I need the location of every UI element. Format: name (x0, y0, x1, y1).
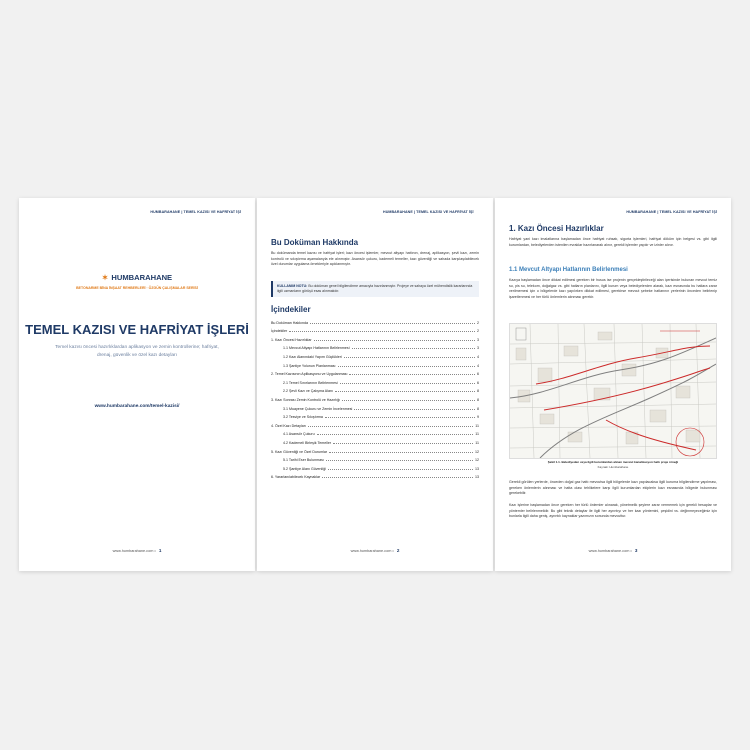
toc-entry-page: 11 (475, 432, 479, 437)
toc-entry[interactable] (271, 359, 479, 368)
section-heading: 1. Kazı Öncesi Hazırlıklar (509, 224, 604, 233)
toc-leader-dots (310, 323, 475, 324)
toc-leader-dots (333, 443, 473, 444)
about-toc-page (257, 198, 493, 571)
toc-leader-dots (352, 348, 475, 349)
toc-entry[interactable] (271, 454, 479, 463)
paragraph-two: Gerekli görülen yerlerde, önceden doğal gaz hattı mevcutsa ilgili bölgelerde kazı yapılacaksa ilgili kuruma bilgilendirme yapılması, gereken önlemlerin alınması ve hatta olası tehlikelere karşı ilgili kurumlardan ekiplerin kazı esnasında bölgede bulunması gerekebilir. (509, 480, 717, 496)
about-heading: Bu Doküman Hakkında (271, 238, 359, 247)
page-footer: www.humbarahane.com • 2 (350, 548, 400, 553)
toc-entry-page: 2 (477, 329, 479, 334)
toc-entry-page: 12 (475, 449, 479, 454)
subsection-paragraph: Kazıya başlamadan önce dikkat edilmesi gereken bir husus ise projenin gerçekleştirileceği alan içerisinde bulunan mevcut temiz su, pis su, telekom, doğalgaz vs. gibi hatların planlarını, ilgili kurum veya belediyelerden alarak, kazı esnasında bu hatlara zarar verilmemesi için o bölgelerde kazı yapılırken dikkat edilmesi, gerekirse mevcut şebeke hatlarının yerlerinin önceden belirlenip işaretlenmesi ve her türlü önlemlerin alınması gerekir. (509, 278, 717, 299)
toc-entry-page: 8 (477, 397, 479, 402)
toc-entry[interactable] (271, 333, 479, 342)
toc-leader-dots (308, 426, 473, 427)
tagline: BETONARME BİNA İNŞAAT REHBERLERİ · ÖZGÜN ÇALIŞMALAR SERİSİ (76, 286, 198, 290)
toc-entry-label: 2.1 Temel Sınırlarının Belirlenmesi (283, 380, 338, 385)
toc-entry[interactable] (271, 445, 479, 454)
toc-entry-label: 1.1 Mevcut Altyapı Hatlarının Belirlenmesi (283, 346, 350, 351)
toc-entry-page: 11 (475, 423, 479, 428)
toc-entry-page: 12 (475, 458, 479, 463)
toc-leader-dots (325, 417, 475, 418)
toc-entry-page: 3 (477, 346, 479, 351)
toc-entry-label: 1. Kazı Öncesi Hazırlıklar (271, 337, 312, 342)
toc-entry[interactable] (271, 462, 479, 471)
toc-leader-dots (349, 374, 475, 375)
footer-site: www.humbarahane.com (112, 549, 154, 553)
toc-leader-dots (289, 331, 475, 332)
footer-site: www.humbarahane.com (350, 549, 392, 553)
toc-leader-dots (354, 409, 475, 410)
document-title: TEMEL KAZISI VE HAFRİYAT İŞLERİ (25, 322, 249, 337)
toc-entry-page: 3 (477, 337, 479, 342)
toc-entry-label: 3. Kazı Sonrası Zemin Kontrolü ve Hazırlığı (271, 397, 341, 402)
about-text: Bu dokümanda temel kazısı ve hafriyat işleri; kazı öncesi işlemler, mevcut altyapı hattının, drenaj, aplikasyon, şevli kazı, zemin kontrolü ve sıkıştırma aşamalarıyla ele alınmıştır. Asansör çukuru, kademeli temeller, kazı güvenliği ve sahada karşılaşılabilecek özel durumlar uygulama örnekleriyle açıklanmıştır. (271, 251, 479, 267)
toc-leader-dots (338, 366, 475, 367)
brand-logo (19, 273, 255, 282)
toc-entry[interactable] (271, 368, 479, 377)
toc-heading: İçindekiler (271, 305, 311, 314)
toc-entry-page: 6 (477, 380, 479, 385)
toc-entry[interactable] (271, 402, 479, 411)
page-number: 2 (396, 548, 400, 553)
usage-note (271, 281, 479, 297)
toc-entry-label: 4.1 Asansör Çukuru (283, 432, 315, 437)
toc-entry[interactable] (271, 376, 479, 385)
toc-entry-page: 8 (477, 389, 479, 394)
toc-leader-dots (329, 452, 473, 453)
toc-entry-label: 3.1 Muayene Çukuru ve Zemin İncelenmesi (283, 406, 353, 411)
note-label: KULLANIM NOTU: (277, 284, 308, 288)
toc-entry-label: 2.2 Şevli Kazı ve Çalışma Alanı (283, 389, 333, 394)
toc-entry-page: 6 (477, 372, 479, 377)
caption-text: Şekil 1.1. Belediyeden veya ilgili kurumlardan alınan mevcut kanalizasyon hattı proje örneği (547, 460, 679, 464)
cover-page (19, 198, 255, 571)
toc-entry-page: 4 (477, 363, 479, 368)
map-drawing (510, 324, 716, 458)
toc-entry-page: 11 (475, 440, 479, 445)
section-one-page (495, 198, 731, 571)
toc-entry-label: 4. Özel Kazı Detayları (271, 423, 306, 428)
toc-leader-dots (314, 340, 475, 341)
page-number: 1 (158, 548, 162, 553)
toc-entry[interactable] (271, 411, 479, 420)
toc-leader-dots (340, 383, 475, 384)
toc-leader-dots (342, 400, 475, 401)
note-text: Bu doküman genel bilgilendirme amacıyla hazırlanmıştır. Projeye ve sahaya özel mühendislik kararlarında ilgili uzmanların görüşü esas alınmalıdır. (277, 284, 473, 294)
document-subtitle: Temel kazısı öncesi hazırlıklardan aplikasyon ve zemin kontrollerine; hafriyat, drenaj, güvenlik ve özel kazı detayları (55, 345, 219, 358)
paragraph-three: Kazı işlerine başlamadan önce gereken her türlü önlemler alınarak, yönetmelik şeylere zarar vermemek için gerekli hesaplar ve yöntemler belirlenmelidir. Bu gibi teknik detaylar ile ilgili her ayrıntıyı ve her kazı yöntemini, çeşidini vs. değinmeyeceğimiz için bunlarla ilgili daha geniş, ayrıntılı kaynaklar yazımızın sonunda mevcuttur. (509, 503, 717, 519)
section-intro: Hafriyat yani kazı imalatlarına başlamadan önce hafriyat ruhsatı, sigorta işlemleri, hafriyat döküm için belgesi vs. gibi ilgili kurumlardan, belediyelerden istenilen evraklar hazırlanarak alınır, gerekli işlemler yapılır ve izinler alınır. (509, 237, 717, 247)
toc-entry-label: 5.2 Şantiye Alanı Güvenliği (283, 466, 326, 471)
toc-entry-label: 6. Yararlanılabilecek Kaynaklar (271, 475, 321, 480)
toc-entry-label: İçindekiler (271, 329, 288, 334)
toc-entry-page: 2 (477, 320, 479, 325)
toc-entry-page: 13 (475, 475, 479, 480)
footer-site: www.humbarahane.com (588, 549, 630, 553)
table-of-contents (271, 316, 479, 479)
toc-entry-page: 8 (477, 406, 479, 411)
toc-entry[interactable] (271, 436, 479, 445)
toc-entry[interactable] (271, 325, 479, 334)
toc-leader-dots (335, 391, 475, 392)
page-footer: www.humbarahane.com • 1 (112, 548, 162, 553)
toc-entry[interactable] (271, 350, 479, 359)
toc-leader-dots (344, 357, 475, 358)
toc-leader-dots (317, 434, 474, 435)
toc-entry[interactable] (271, 419, 479, 428)
toc-entry[interactable] (271, 393, 479, 402)
toc-entry-label: 3.2 Tesviye ve Sıkıştırma (283, 415, 323, 420)
toc-entry-page: 13 (475, 466, 479, 471)
toc-entry[interactable] (271, 385, 479, 394)
logo-mark-icon: ✶ (101, 273, 109, 282)
toc-leader-dots (322, 477, 473, 478)
toc-leader-dots (328, 469, 473, 470)
toc-entry[interactable] (271, 316, 479, 325)
toc-entry[interactable] (271, 428, 479, 437)
toc-entry-label: Bu Doküman Hakkında (271, 320, 308, 325)
toc-entry-label: 5. Kazı Güvenliği ve Özel Durumlar (271, 449, 328, 454)
toc-entry-label: 1.3 Şantiye Yolunun Planlanması (283, 363, 336, 368)
toc-entry-label: 2. Temel Kazısının Aplikasyonu ve Uygulanması (271, 372, 348, 377)
utility-map-figure (509, 323, 717, 459)
toc-leader-dots (326, 460, 473, 461)
toc-entry[interactable] (271, 342, 479, 351)
toc-entry-label: 4.2 Kademeli Birleşik Temeller (283, 440, 332, 445)
caption-source: Kaynak: Humbarahane (597, 464, 629, 469)
brand-name: HUMBARAHANE (111, 273, 173, 282)
toc-entry[interactable] (271, 471, 479, 480)
running-header: HUMBARAHANE | TEMEL KAZISI VE HAFRİYAT İŞİ (626, 210, 717, 214)
toc-entry-page: 4 (477, 354, 479, 359)
running-header: HUMBARAHANE | TEMEL KAZISI VE HAFRİYAT İŞİ (383, 210, 474, 214)
figure-caption (509, 460, 717, 469)
page-footer: www.humbarahane.com • 3 (588, 548, 638, 553)
toc-entry-page: 9 (477, 415, 479, 420)
subsection-heading: 1.1 Mevcut Altyapı Hatlarının Belirlenmesi (509, 267, 628, 273)
toc-entry-label: 5.1 Tarihi Eser Bulunması (283, 458, 324, 463)
page-number: 3 (634, 548, 638, 553)
toc-entry-label: 1.2 Kazı Alanındaki Yapım Güçlükleri (283, 354, 342, 359)
website-link[interactable]: www.humbarahane.com/temel-kazisi/ (94, 404, 180, 409)
running-header: HUMBARAHANE | TEMEL KAZISI VE HAFRİYAT İŞİ (150, 210, 241, 214)
